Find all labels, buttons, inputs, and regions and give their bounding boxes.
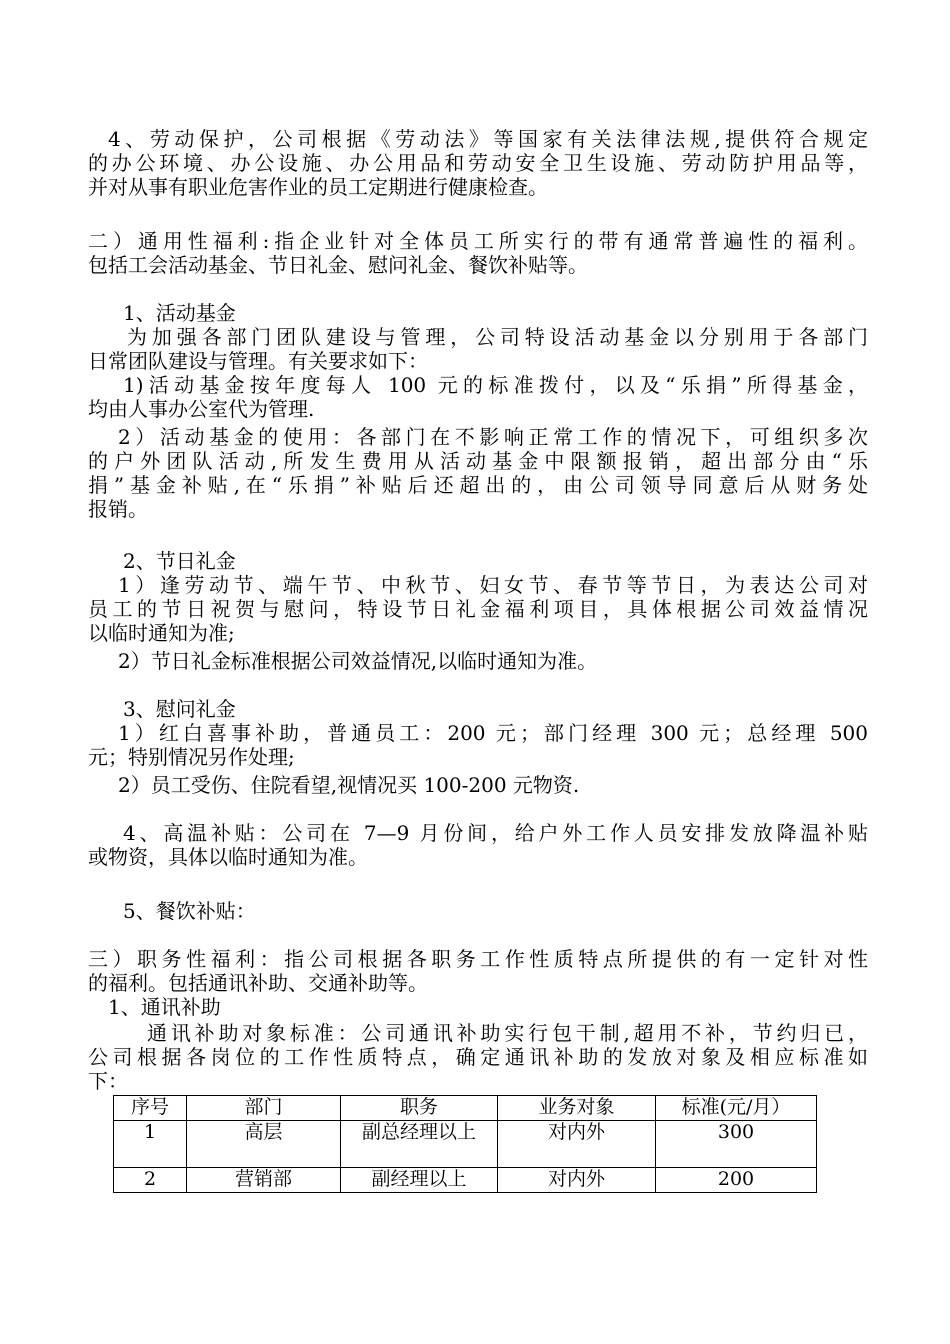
activity-fund-intro-line-2: 日常团队建设与管理。有关要求如下： — [88, 349, 428, 373]
holiday-gift-item-1-line-2: 员工的节日祝贺与慰问，特设节日礼金福利项目，具体根据公司效益情况 — [88, 597, 868, 621]
table-cell: 300 — [656, 1121, 817, 1168]
activity-fund-item-1-line-2: 均由人事办公室代为管理. — [88, 397, 315, 421]
communication-subsidy-table — [113, 1095, 817, 1193]
table-header-cell: 标准(元/月） — [656, 1096, 817, 1121]
labour-protection-line-3: 并对从事有职业危害作业的员工定期进行健康检查。 — [88, 175, 548, 199]
table-cell: 200 — [656, 1168, 817, 1193]
table-cell: 1 — [114, 1121, 187, 1168]
heat-subsidy-line-1: 4、高温补贴：公司在 7—9 月份间，给户外工作人员安排发放降温补贴 — [123, 821, 868, 845]
activity-fund-item-1-line-1: 1)活动基金按年度每人 100 元的标准拨付，以及“乐捐”所得基金， — [123, 373, 868, 397]
holiday-gift-item-2: 2）节日礼金标准根据公司效益情况,以临时通知为准。 — [118, 649, 598, 673]
labour-protection-line-2: 的办公环境、办公设施、办公用品和劳动安全卫生设施、劳动防护用品等， — [88, 151, 868, 175]
holiday-gift-heading: 2、节日礼金 — [123, 549, 236, 573]
table-cell: 副总经理以上 — [341, 1121, 498, 1168]
position-welfare-heading-line-1: 三）职务性福利：指公司根据各职务工作性质特点所提供的有一定针对性 — [88, 947, 868, 971]
table-cell: 高层 — [187, 1121, 341, 1168]
table-cell: 对内外 — [498, 1121, 656, 1168]
activity-fund-item-2-line-2: 的户外团队活动,所发生费用从活动基金中限额报销，超出部分由“乐 — [88, 449, 868, 473]
table-row — [114, 1168, 817, 1193]
meal-subsidy-heading: 5、餐饮补贴： — [123, 899, 256, 923]
table-cell: 营销部 — [187, 1168, 341, 1193]
table-header-cell: 职务 — [341, 1096, 498, 1121]
holiday-gift-item-1-line-1: 1）逢劳动节、端午节、中秋节、妇女节、春节等节日，为表达公司对 — [118, 573, 868, 597]
table-header-cell: 部门 — [187, 1096, 341, 1121]
communication-subsidy-line-1: 通讯补助对象标准：公司通讯补助实行包干制,超用不补，节约归已， — [147, 1021, 868, 1045]
condolence-gift-heading: 3、慰问礼金 — [123, 697, 236, 721]
activity-fund-heading: 1、活动基金 — [123, 301, 236, 325]
holiday-gift-item-1-line-3: 以临时通知为准; — [88, 621, 235, 645]
table-header-row — [114, 1096, 817, 1121]
activity-fund-item-2-line-4: 报销。 — [88, 497, 148, 521]
communication-subsidy-heading: 1、通讯补助 — [108, 995, 221, 1019]
condolence-gift-item-1-line-1: 1）红白喜事补助，普通员工：200 元；部门经理 300 元；总经理 500 — [118, 721, 868, 745]
table-cell: 对内外 — [498, 1168, 656, 1193]
position-welfare-heading-line-2: 的福利。包括通讯补助、交通补助等。 — [88, 971, 428, 995]
general-welfare-heading-line-1: 二）通用性福利:指企业针对全体员工所实行的带有通常普遍性的福利。 — [88, 229, 868, 253]
activity-fund-item-2-line-1: 2）活动基金的使用：各部门在不影响正常工作的情况下，可组织多次 — [118, 425, 868, 449]
table-header-cell: 序号 — [114, 1096, 187, 1121]
table-cell: 2 — [114, 1168, 187, 1193]
heat-subsidy-line-2: 或物资，具体以临时通知为准。 — [88, 845, 368, 869]
general-welfare-heading-line-2: 包括工会活动基金、节日礼金、慰问礼金、餐饮补贴等。 — [88, 253, 588, 277]
communication-subsidy-line-3: 下： — [88, 1069, 128, 1093]
labour-protection-line-1: 4、劳动保护，公司根据《劳动法》等国家有关法律法规,提供符合规定 — [108, 127, 868, 151]
table-cell: 副经理以上 — [341, 1168, 498, 1193]
condolence-gift-item-1-line-2: 元；特别情况另作处理; — [88, 745, 295, 769]
activity-fund-intro-line-1: 为加强各部门团队建设与管理，公司特设活动基金以分别用于各部门 — [127, 325, 868, 349]
table-header-cell: 业务对象 — [498, 1096, 656, 1121]
table-row — [114, 1121, 817, 1168]
communication-subsidy-line-2: 公司根据各岗位的工作性质特点，确定通讯补助的发放对象及相应标准如 — [88, 1045, 868, 1069]
condolence-gift-item-2: 2）员工受伤、住院看望,视情况买 100-200 元物资. — [118, 773, 580, 797]
activity-fund-item-2-line-3: 捐”基金补贴,在“乐捐”补贴后还超出的，由公司领导同意后从财务处 — [88, 473, 868, 497]
